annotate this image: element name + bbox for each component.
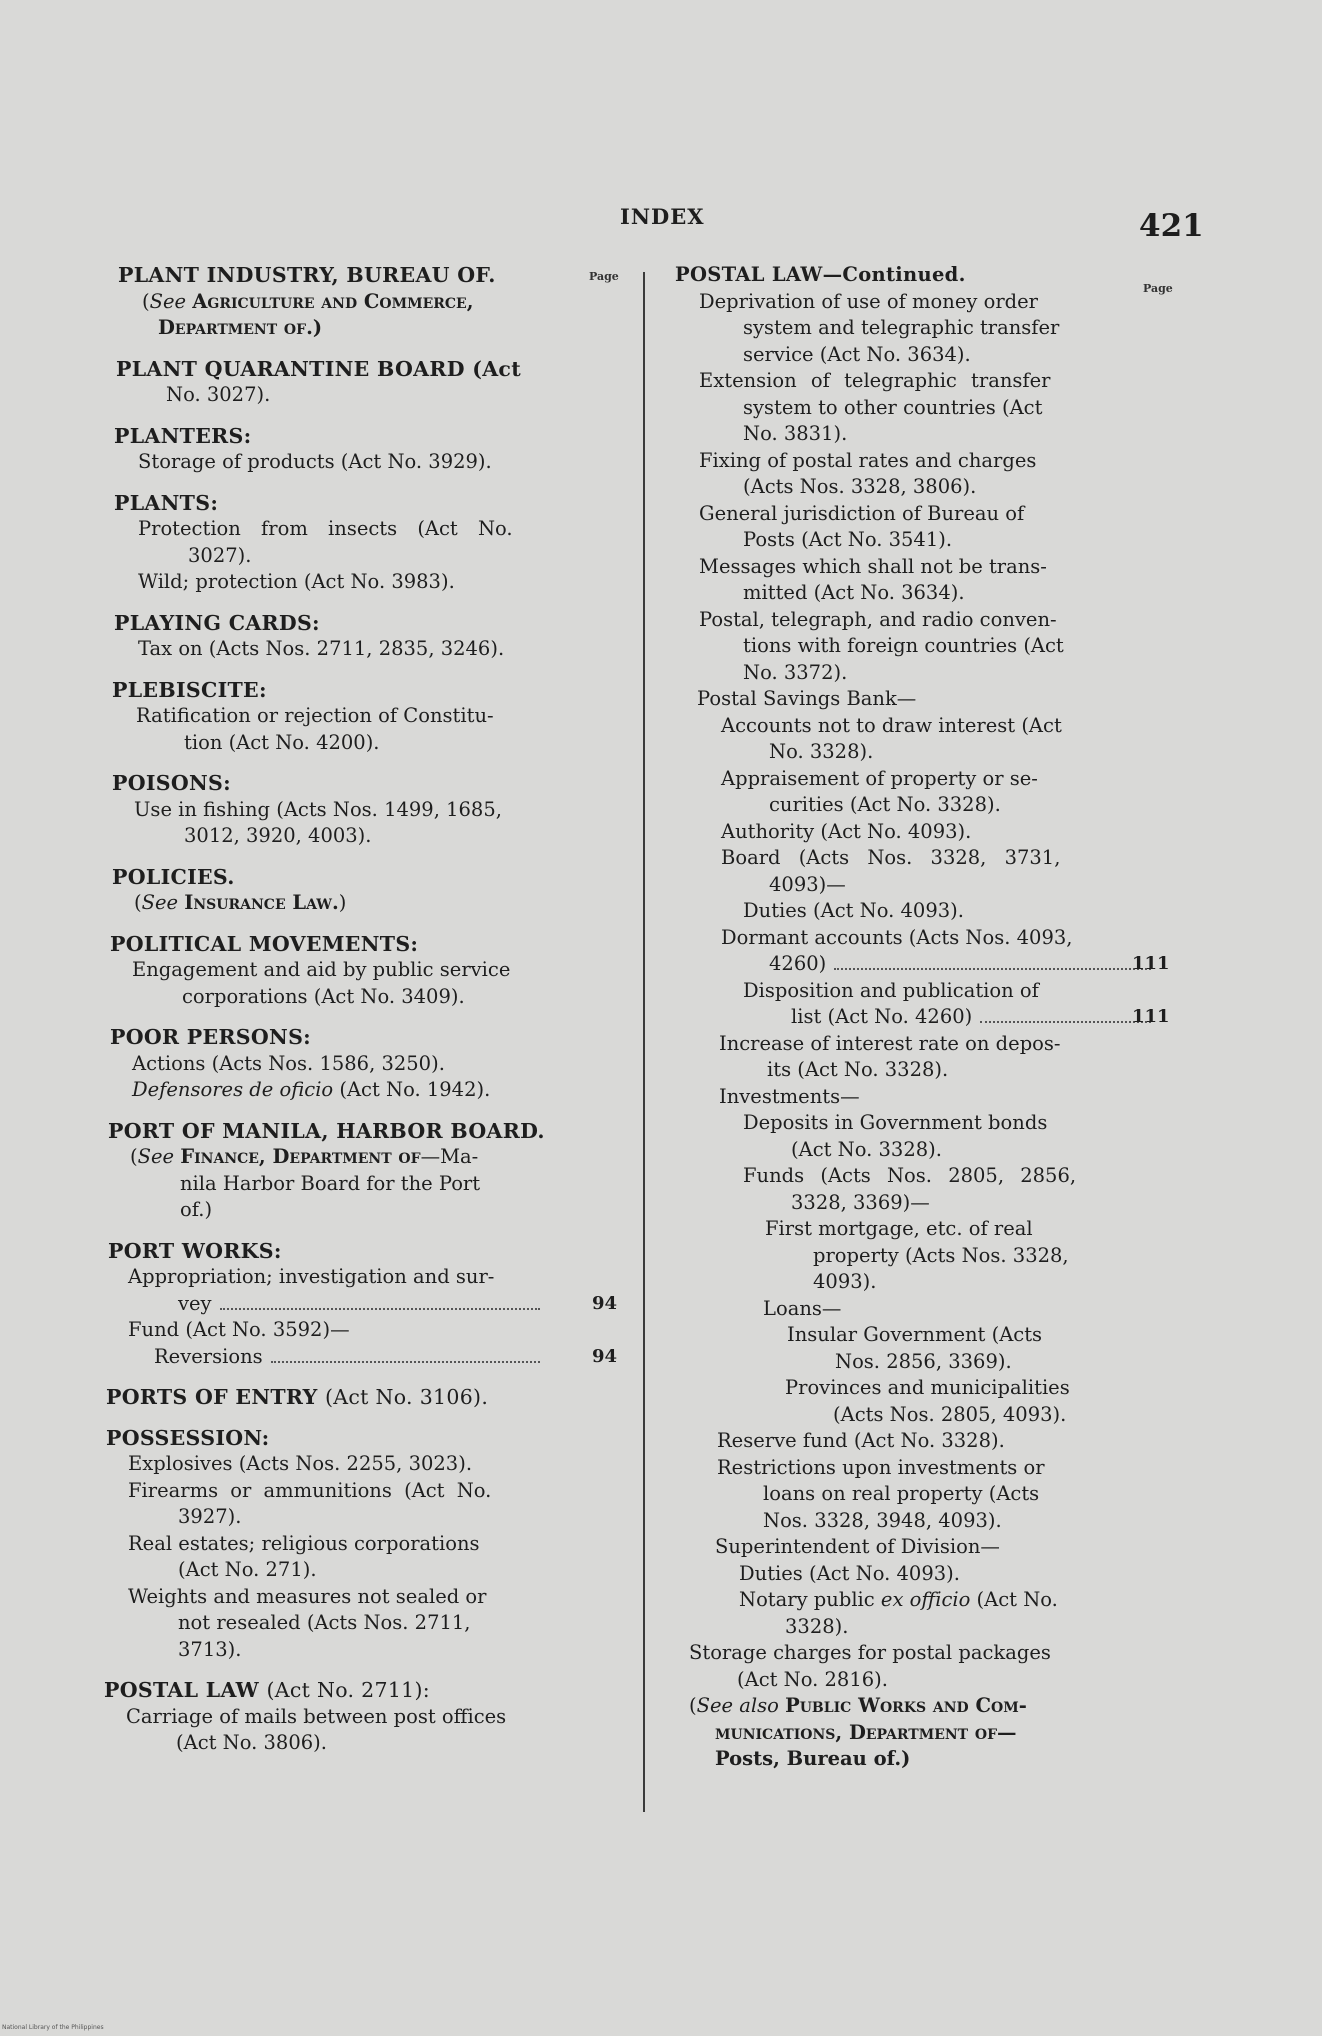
left-column [100,262,630,1771]
entry-line: Restrictions upon investments or [717,1455,1045,1479]
entry-line: vey [178,1291,212,1315]
entry-line: (See also Public Works and Com- [689,1694,1027,1717]
entry-line: Weights and measures not sealed or [128,1584,487,1608]
entry-line: Posts, Bureau of.) [715,1747,911,1770]
index-entry [100,356,630,409]
entry-line: No. 3831). [743,422,848,445]
entry-line: loans on real property (Acts [763,1482,1040,1505]
entry-heading: POLICIES. [112,864,235,889]
entry-heading: POSTAL LAW (Act No. 2711): [104,1678,431,1702]
entry-line: Duties (Act No. 4093). [739,1561,960,1585]
index-entry [100,1677,630,1757]
entry-line: Storage of products (Act No. 3929). [138,450,492,473]
entry-line: (See Insurance Law.) [134,891,347,914]
entry-line: Appraisement of property or se- [721,766,1038,790]
entry-line: (Acts Nos. 3328, 3806). [743,475,977,498]
index-entry [100,1238,630,1371]
entry-line: 3012, 3920, 4003). [184,824,372,847]
entry-heading: PLANT QUARANTINE BOARD (Act [116,356,521,381]
entry-line: First mortgage, etc. of real [765,1217,1033,1240]
entry-line: Board (Acts Nos. 3328, 3731, [721,846,1061,869]
index-entry [100,931,630,1011]
page-title: INDEX [620,204,705,229]
entry-line: 3027). [188,543,252,567]
entry-line: Tax on (Acts Nos. 2711, 2835, 3246). [138,637,505,660]
entry-line: Defensores de oficio (Act No. 1942). [132,1078,491,1101]
entry-heading: PLANT INDUSTRY, BUREAU OF. [118,263,496,287]
entry-line: (Acts Nos. 2805, 4093). [833,1402,1067,1426]
index-entry [100,864,630,917]
entry-line: 3713). [178,1637,242,1661]
dot-leader [271,1360,540,1363]
entry-line: Appropriation; investigation and sur- [128,1265,495,1288]
entry-line: Disposition and publication of [743,978,1039,1002]
entry-line: No. 3328). [769,740,874,763]
entry-line: 4093). [813,1270,877,1293]
entry-line: General jurisdiction of Bureau of [699,501,1025,525]
dot-leader [220,1307,540,1310]
index-entry [100,677,630,757]
entry-line: Provinces and municipalities [785,1376,1070,1399]
index-entry [100,1118,630,1224]
entry-line: Loans— [763,1296,842,1320]
entry-line: tion (Act No. 4200). [184,730,380,754]
index-entry [100,423,630,476]
entry-heading: POISONS: [112,771,232,795]
entry-line: Reserve fund (Act No. 3328). [717,1429,1005,1452]
entry-line: tions with foreign countries (Act [743,634,1064,657]
entry-line: of.) [180,1198,213,1221]
entry-line: Real estates; religious corporations [128,1531,480,1555]
index-entry [100,770,630,850]
entry-line: its (Act No. 3328). [767,1058,949,1081]
footer-note: National Library of the Philippines [2,2024,104,2031]
entry-line: No. 3027). [166,383,271,406]
index-entry [100,610,630,663]
entry-heading: PORTS OF ENTRY (Act No. 3106). [106,1385,489,1409]
page-column-label-right: Page [1143,282,1173,295]
entry-line-dotted [100,1291,548,1318]
entry-line: Posts (Act No. 3541). [743,528,953,551]
entry-heading: POOR PERSONS: [110,1025,312,1049]
index-entry [100,1384,630,1411]
entry-line: Insular Government (Acts [787,1323,1043,1346]
entry-line: mitted (Act No. 3634). [743,581,965,604]
entry-heading: PLEBISCITE: [112,677,267,702]
entry-line: (See Finance, Department of—Ma- [130,1145,479,1168]
entry-heading: PORT WORKS: [108,1238,282,1263]
dot-leader [834,967,1151,970]
page-column-label-left: Page [589,270,619,283]
entry-line: Superintendent of Division— [715,1535,1000,1558]
page-reference: 111 [1132,1006,1170,1027]
entry-heading: POSTAL LAW—Continued. [675,263,966,286]
entry-line: Storage charges for postal packages [689,1641,1051,1664]
entry-line: Extension of telegraphic transfer [699,369,1051,392]
entry-line: 3927). [178,1505,242,1528]
entry-line: Postal, telegraph, and radio conven- [699,607,1057,631]
entry-line: property (Acts Nos. 3328, [813,1243,1069,1267]
entry-line: Duties (Act No. 4093). [743,899,964,922]
entry-line: Accounts not to draw interest (Act [721,713,1062,737]
entry-line: Deposits in Government bonds [743,1111,1048,1134]
entry-line: Ratification or rejection of Constitu- [136,704,494,727]
entry-line: 4093)— [769,872,846,896]
entry-line: Fixing of postal rates and charges [699,448,1037,472]
entry-line: (See Agriculture and Commerce, [142,289,474,313]
entry-line: list (Act No. 4260) [791,1005,973,1028]
entry-line: Messages which shall not be trans- [699,554,1047,578]
entry-line: Funds (Acts Nos. 2805, 2856, [743,1164,1077,1187]
index-entry [100,490,630,596]
entry-line: Increase of interest rate on depos- [719,1031,1061,1055]
entry-line: Postal Savings Bank— [697,687,917,710]
entry-line: (Act No. 271). [178,1558,317,1581]
index-entry [100,1425,630,1664]
entry-line: Wild; protection (Act No. 3983). [138,570,455,593]
entry-line: system and telegraphic transfer [743,316,1060,339]
entry-line: (Act No. 3328). [791,1137,942,1161]
entry-line: No. 3372). [743,660,848,684]
entry-line-dotted [675,951,1170,978]
entry-line: 3328, 3369)— [791,1190,930,1214]
entry-line: system to other countries (Act [743,395,1043,419]
entry-line-dotted [675,1004,1170,1031]
entry-line: corporations (Act No. 3409). [182,984,465,1008]
page-reference: 94 [592,1292,618,1314]
entry-heading: POLITICAL MOVEMENTS: [110,931,419,956]
entry-line: Authority (Act No. 4093). [721,819,972,843]
entry-line-dotted [100,1344,548,1371]
entry-line: Nos. 3328, 3948, 4093). [763,1508,1002,1532]
entry-line: Investments— [719,1084,860,1108]
entry-line: Firearms or ammunitions (Act No. [128,1478,492,1502]
entry-line: nila Harbor Board for the Port [180,1171,481,1195]
entry-heading: PLAYING CARDS: [114,610,320,635]
dot-leader [980,1020,1151,1023]
column-divider [643,272,645,1812]
entry-line: Reversions [154,1344,263,1368]
entry-line: Dormant accounts (Acts Nos. 4093, [721,925,1073,949]
page-number: 421 [1139,208,1204,244]
entry-line: Fund (Act No. 3592)— [128,1318,350,1341]
index-entry [100,262,630,342]
entry-line: Protection from insects (Act No. [138,517,513,540]
entry-heading: PORT OF MANILA, HARBOR BOARD. [108,1118,545,1143]
entry-line: Nos. 2856, 3369). [835,1349,1012,1373]
page-reference: 111 [1132,953,1170,974]
entry-heading: POSSESSION: [106,1425,270,1450]
entry-line: service (Act No. 3634). [743,342,971,366]
page-reference: 94 [592,1345,618,1367]
entry-line: Carriage of mails between post offices [126,1704,507,1728]
entry-line: Deprivation of use of money order [699,289,1038,313]
entry-line: (Act No. 3806). [176,1731,327,1754]
right-column [675,262,1175,1773]
entry-line: not resealed (Acts Nos. 2711, [178,1611,471,1634]
entry-line: Actions (Acts Nos. 1586, 3250). [132,1051,445,1075]
entry-line: Department of.) [158,316,323,339]
entry-line: Engagement and aid by public service [132,958,511,981]
entry-line: 3328). [785,1614,849,1638]
entry-line: Use in fishing (Acts Nos. 1499, 1685, [134,797,502,821]
index-entry [100,1024,630,1104]
entry-heading: PLANTERS: [114,423,252,448]
entry-line: Explosives (Acts Nos. 2255, 3023). [128,1452,473,1475]
entry-line: (Act No. 2816). [737,1667,888,1691]
entry-line: curities (Act No. 3328). [769,793,1001,816]
entry-line: 4260) [769,952,827,975]
entry-line: munications, Department of— [715,1720,1017,1744]
entry-line: Notary public ex officio (Act No. [739,1588,1058,1611]
entry-heading: PLANTS: [114,490,219,515]
